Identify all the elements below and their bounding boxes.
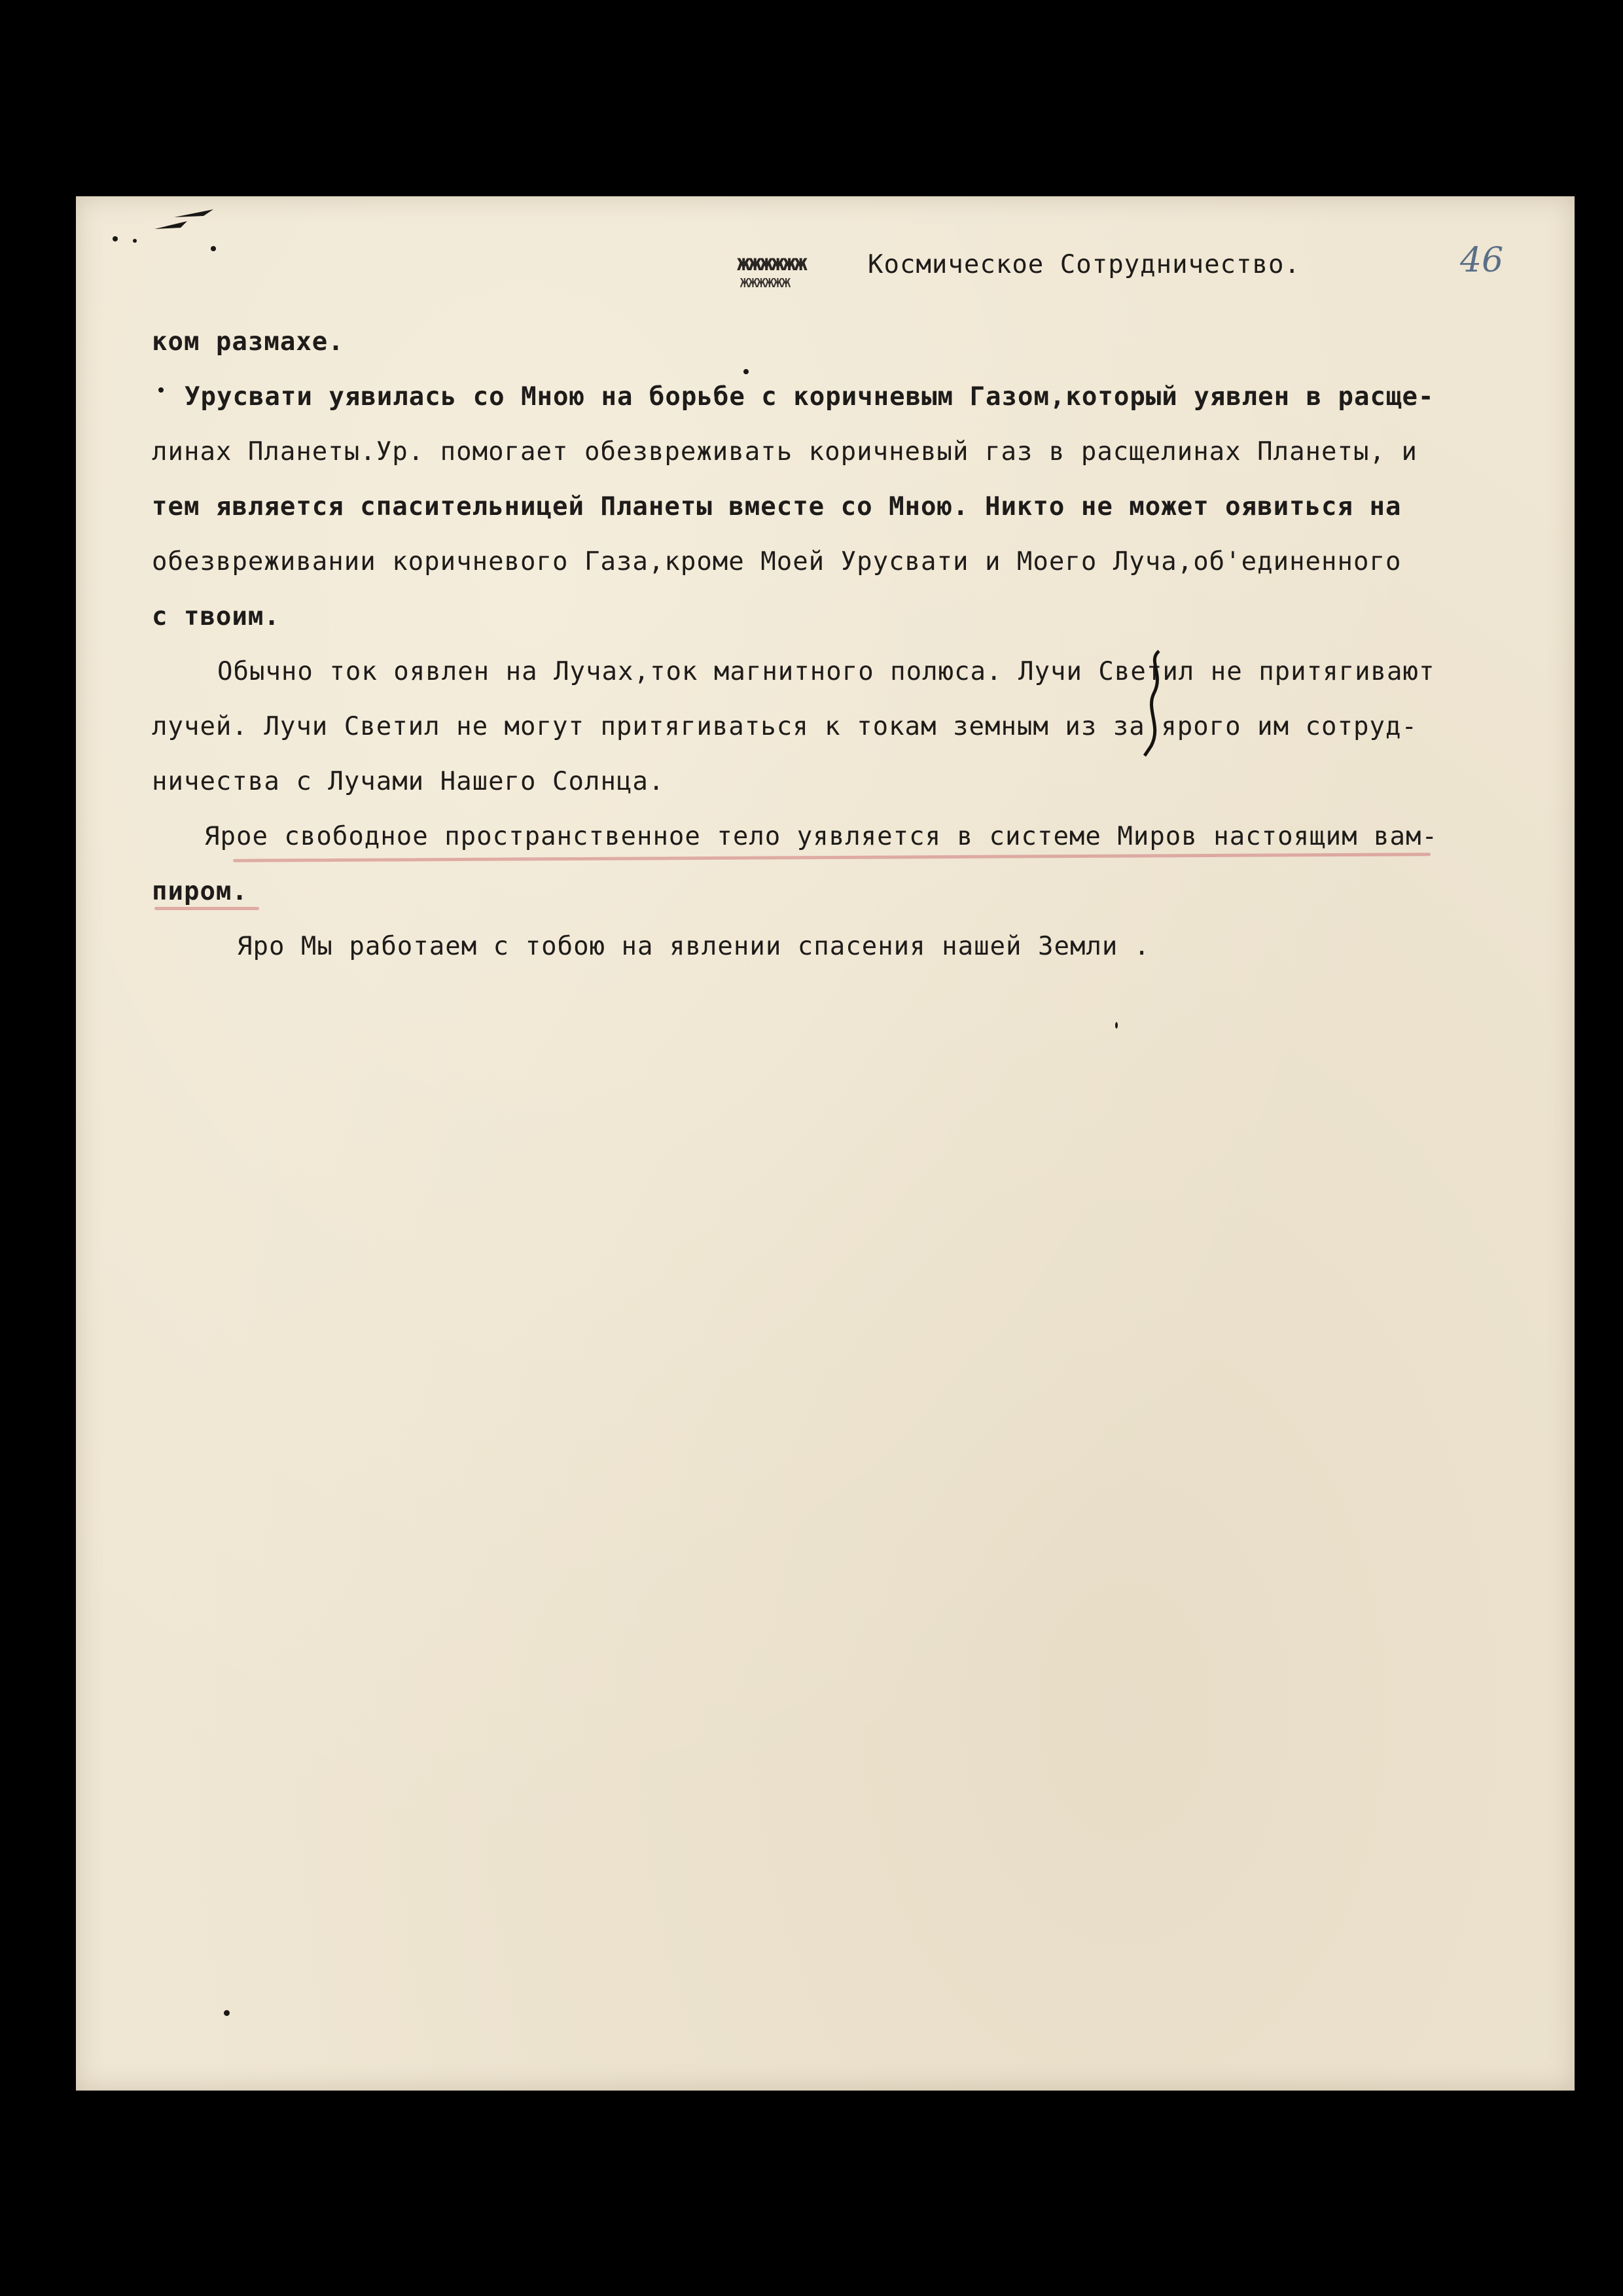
ink-speck — [158, 387, 164, 393]
ink-speck — [224, 2010, 230, 2016]
text-line: ком размахе. — [152, 327, 344, 357]
header-overstrike-top: жжжжжж — [737, 250, 806, 276]
corner-ink-marks — [89, 209, 220, 262]
text-line: пиром. — [152, 877, 248, 906]
text-line: обезвреживании коричневого Газа,кроме Моей Урусвати и Моего Луча,об'единенного — [152, 547, 1402, 576]
text-line: Ярое свободное пространственное тело уявляется в системе Миров настоящим вам- — [204, 822, 1438, 851]
text-line: тем является спасительницей Планеты вместе со Мною. Никто не может оявиться на — [152, 492, 1402, 521]
document-title: Космическое Сотрудничество. — [868, 250, 1300, 279]
red-underline — [233, 853, 1431, 862]
header-overstrike-bottom: жжжжжж — [740, 272, 789, 292]
handwritten-bracket — [1139, 648, 1172, 759]
text-line: ничества с Лучами Нашего Солнца. — [152, 767, 665, 796]
text-line: Яро Мы работаем с тобою на явлении спасения нашей Земли . — [237, 932, 1150, 961]
text-line: Урусвати уявилась со Мною на борьбе с коричневым Газом,который уявлен в расще- — [185, 382, 1435, 412]
ink-speck — [743, 369, 749, 374]
text-line: с твоим. — [152, 602, 280, 631]
page-number: 46 — [1460, 241, 1504, 280]
ink-speck — [1115, 1022, 1118, 1029]
text-line: Обычно ток оявлен на Лучах,ток магнитного полюса. Лучи Светил не притягивают — [217, 657, 1435, 686]
text-line: лучей. Лучи Светил не могут притягиваться к токам земным из за ярого им сотруд- — [152, 712, 1418, 741]
typewritten-page — [76, 196, 1575, 2091]
text-line: линах Планеты.Ур. помогает обезвреживать коричневый газ в расщелинах Планеты, и — [152, 437, 1418, 467]
red-underline — [154, 907, 259, 910]
